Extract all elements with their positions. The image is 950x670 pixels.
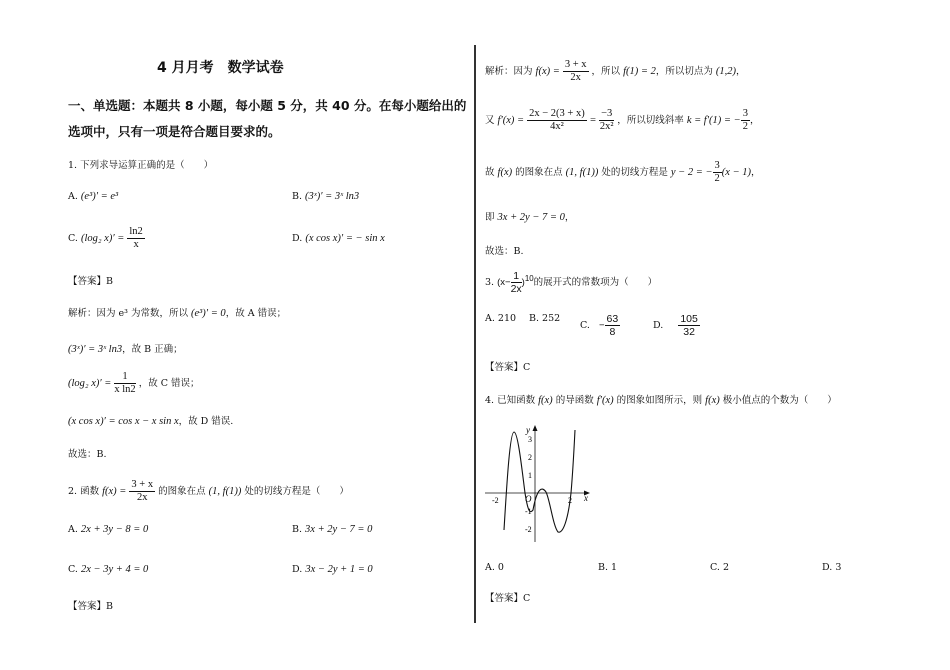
q1-option-c [68,226,145,251]
q1-conclusion: 故选：B. [68,449,107,460]
q1-d-label: D. [292,233,303,244]
q4-option-d: D. 3 [822,562,842,573]
q3-option-a: A. 210 [485,313,517,324]
q1-exp-line2: (3ˣ)′ = 3ˣ ln3，故 B 正确； [68,344,183,355]
x-axis-label: x [584,493,588,503]
q1-a-expr: (e³)′ = e³ [80,191,119,202]
derivative-curve [504,430,575,532]
q4-option-a: A. 0 [485,562,504,573]
q3-option-c: C. − $\frac{63}{8}$ [580,313,619,338]
q1-c-label: C. [68,233,78,244]
y-tick-1: 1 [528,471,532,480]
q2-exp-line3: 故 f(x) 的图象在点 (1, f(1)) 处的切线方程是 y − 2 = − $\frac{3}{2}$ (x − 1)， [485,160,761,184]
q3-option-b: B. 252 [529,313,561,324]
q2-answer: 【答案】B [68,601,113,612]
q2-option-a: A. 2x + 3y − 8 = 0 [68,524,149,535]
q1-option-a [68,191,118,202]
q1-exp-line3: (log₂ x)′ = $\frac{1}{\text{x ln2}}$ ，故 C 错误； [68,371,200,395]
q2-option-c: C. 2x − 3y + 4 = 0 [68,564,149,575]
column-divider [474,45,476,623]
q1-option-b [292,191,359,202]
x-tick-neg2: -2 [492,496,499,505]
q4-option-c: C. 2 [710,562,730,573]
q2-option-b: B. 3x + 2y − 7 = 0 [292,524,373,535]
q1-answer: 【答案】B [68,276,113,287]
q1-b-label: B. [292,191,303,202]
derivative-graph [480,420,600,550]
origin-label: O [525,494,532,504]
q3-option-d: D. $\frac{105}{32}$ [653,313,698,338]
q1-option-d [292,233,385,244]
q1-d-expr: (x cos x)′ = − sin x [305,233,385,244]
y-tick-neg2: -2 [525,525,532,534]
q3-answer: 【答案】C [485,362,531,373]
section-heading-line2: 选项中，只有一项是符合题目要求的。 [68,124,281,139]
x-tick-2: 2 [568,496,572,505]
y-axis-label: y [526,425,530,435]
q1-c-lhs: (log₂ x)′ = [80,233,125,244]
q1-exp-line4: (x cos x)′ = cos x − x sin x，故 D 错误. [68,416,234,427]
q2-exp-line4: 即 3x + 2y − 7 = 0， [485,212,575,223]
y-tick-3: 3 [528,435,532,444]
q1-exp-line1: 解析：因为 e³ 为常数，所以 (e³)′ = 0，故 A 错误； [68,308,287,319]
q4-stem: 4. 已知函数 f(x) 的导函数 f′(x) 的图象如图所示，则 f(x) 极小值点的个数为（ ） [485,395,837,406]
y-tick-2: 2 [528,453,532,462]
section-heading-line1: 一、单选题：本题共 8 小题，每小题 5 分，共 40 分。在每小题给出的 [68,98,467,113]
q2-conclusion: 故选：B. [485,246,524,257]
y-axis-arrow [533,425,538,431]
page-title: 4 月月考 数学试卷 [157,60,284,76]
q4-answer: 【答案】C [485,593,531,604]
q1-stem: 1. 下列求导运算正确的是（ ） [68,160,214,171]
q2-exp-line1: 解析：因为 f(x) = $\frac{3 + x}{2x}$ ，所以 f(1) = 2，所以切点为 (1,2)， [485,59,746,83]
q2-stem: 2. 函数 f(x) = $\frac{3 + x}{2x}$ 的图象在点 (1, f(1)) 处的切线方程是（ ） [68,479,349,503]
q2-exp-line2: 又 f′(x) = $\frac{2x - 2(3 + x)}{\text{4x²}}$ = $\frac{-3}{\text{2x²}}$ ，所以切线斜率 k = f′(1) = − $\frac{3}{2}$ ， [485,108,760,132]
q1-a-label: A. [68,191,78,202]
q1-c-fraction: $\frac{\ln 2}{x}$ [129,226,143,250]
q2-option-d: D. 3x − 2y + 1 = 0 [292,564,373,575]
q3-stem: 3. (x− $\frac{1}{2x}$ )$^{10}$的展开式的常数项为（ ） [485,270,658,295]
q1-b-expr: (3ˣ)′ = 3ˣ ln3 [305,191,360,202]
q4-option-b: B. 1 [598,562,618,573]
y-tick-neg1: -1 [525,507,532,516]
